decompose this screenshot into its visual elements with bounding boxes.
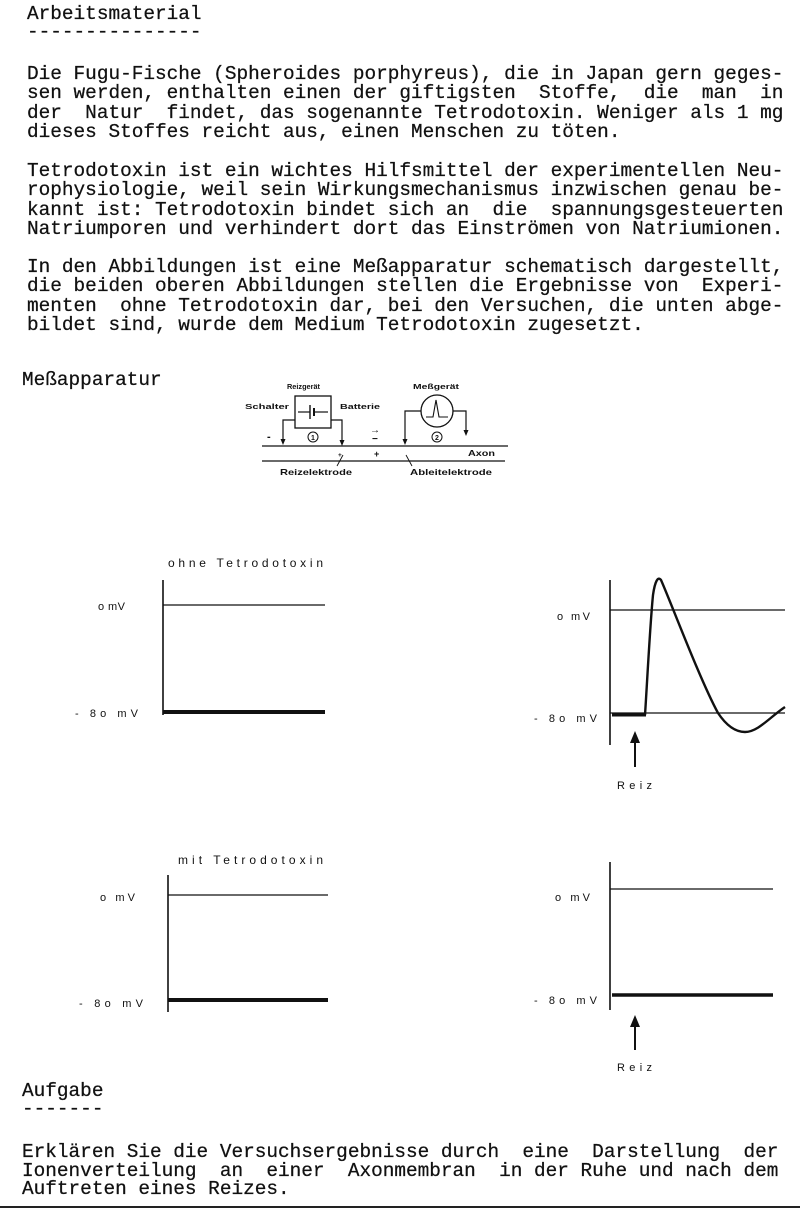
stimulus-label: Reiz — [617, 780, 652, 792]
panel-control-stimulus — [520, 545, 800, 795]
stimulus-label: Reiz — [617, 1062, 652, 1074]
intro-paragraph-fugu — [27, 65, 783, 143]
charge-sign-left: - — [267, 431, 271, 443]
y-label-zero: o mV — [557, 611, 590, 623]
electrode-arrow — [340, 440, 345, 446]
switch-label: Schalter — [245, 402, 290, 411]
text-line: Ionenverteilung an einer Axonmembran in der Ruhe und nach dem — [22, 1159, 779, 1182]
text-line: Auftreten eines Reizes. — [22, 1178, 290, 1201]
task-heading-underline-text: ------- — [22, 1098, 104, 1120]
y-label-resting: - 8o mV — [79, 998, 143, 1010]
stimulator-box — [295, 396, 331, 428]
spike-icon — [426, 400, 448, 417]
meter-number-badge — [432, 432, 442, 442]
meter-wire-left — [403, 411, 422, 445]
panel-control-rest — [60, 545, 350, 730]
text-line: menten ohne Tetrodotoxin dar, bei den Versuchen, die unten abge- — [27, 294, 784, 317]
stimulator-label: Reizgerät — [287, 382, 321, 391]
stimulator-number-badge — [308, 432, 318, 442]
stimulus-arrow-icon — [630, 1015, 640, 1050]
battery-label: Batterie — [340, 402, 380, 411]
text-line: sen werden, enthalten einen der giftigsten Stoffe, die man in — [27, 82, 784, 105]
stimulator-wire-right — [331, 420, 345, 446]
stim-electrode-label: Reizelektrode — [280, 467, 353, 477]
electrode-arrow — [281, 439, 286, 445]
text-line: Erklären Sie die Versuchsergebnisse durch eine Darstellung der — [22, 1141, 779, 1163]
stimulator-number: 1 — [311, 434, 315, 442]
y-label-resting: - 8o mV — [534, 995, 597, 1007]
text-line: Natriumporen und verhindert dort das Einströmen von Natriumionen. — [27, 218, 784, 241]
panel-ttx-rest — [60, 842, 350, 1027]
text-line: dieses Stoffes reicht aus, einen Menschen zu töten. — [27, 121, 621, 144]
text-line: Die Fugu-Fische (Spheroides porphyreus), die in Japan gern geges- — [27, 63, 784, 85]
meter-wire-right — [453, 411, 469, 436]
current-arrow-icon: → — [370, 425, 380, 436]
page-title-text: Arbeitsmaterial — [27, 3, 202, 25]
y-label-resting: - 8o mV — [534, 713, 597, 725]
task-heading-underline — [22, 1100, 103, 1119]
text-line: bildet sind, wurde dem Medium Tetrodotoxin zugesetzt. — [27, 314, 644, 337]
y-label-zero: o mV — [555, 892, 590, 904]
charge-sign-inside: + — [374, 449, 380, 459]
text-line: der Natur findet, das sogenannte Tetrodotoxin. Weniger als 1 mg — [27, 101, 784, 124]
y-label-resting: - 8o mV — [75, 708, 138, 720]
panel-title: ohne Tetrodotoxin — [168, 556, 323, 570]
charge-sign-outside: − — [372, 434, 378, 445]
meter-dial — [421, 395, 453, 427]
text-line: kannt ist: Tetrodotoxin bindet sich an die spannungsgesteuerten — [27, 198, 784, 221]
task-heading-text: Aufgabe — [22, 1080, 104, 1102]
page-title-underline-text: --------------- — [27, 21, 202, 43]
electrode-arrow — [464, 430, 469, 436]
meter-number: 2 — [435, 434, 439, 442]
action-potential-trace — [645, 579, 785, 732]
y-label-zero: o mV — [98, 601, 125, 613]
intro-paragraph-figures — [27, 258, 783, 336]
page-title-underline — [27, 23, 202, 42]
panel-ttx-stimulus — [520, 842, 800, 1077]
stimulator-wire-left — [281, 420, 296, 445]
intro-paragraph-mechanism — [27, 162, 783, 240]
stimulus-arrow-icon — [630, 731, 640, 767]
panel-title: mit Tetrodotoxin — [178, 853, 323, 867]
text-line: In den Abbildungen ist eine Meßapparatur schematisch dargestellt, — [27, 256, 784, 278]
text-line: die beiden oberen Abbildungen stellen die Ergebnisse von Experi- — [27, 275, 784, 298]
meter — [421, 395, 453, 427]
electrode-arrow — [403, 439, 408, 445]
rec-electrode-label: Ableitelektrode — [410, 467, 493, 477]
text-line: rophysiologie, weil sein Wirkungsmechanismus inzwischen genau be- — [27, 179, 784, 202]
apparatus-heading — [22, 371, 162, 390]
page-bottom-rule — [0, 1206, 800, 1208]
task-paragraph — [22, 1143, 778, 1199]
text-line: Tetrodotoxin ist ein wichtes Hilfsmittel der experimentellen Neu- — [27, 160, 784, 182]
charge-sign-stimulus: + — [338, 452, 342, 459]
meter-label: Meßgerät — [413, 382, 460, 391]
apparatus-heading-text: Meßapparatur — [22, 369, 162, 391]
y-label-zero: o mV — [100, 892, 135, 904]
axon-label: Axon — [468, 448, 495, 458]
apparatus-diagram — [240, 375, 515, 483]
